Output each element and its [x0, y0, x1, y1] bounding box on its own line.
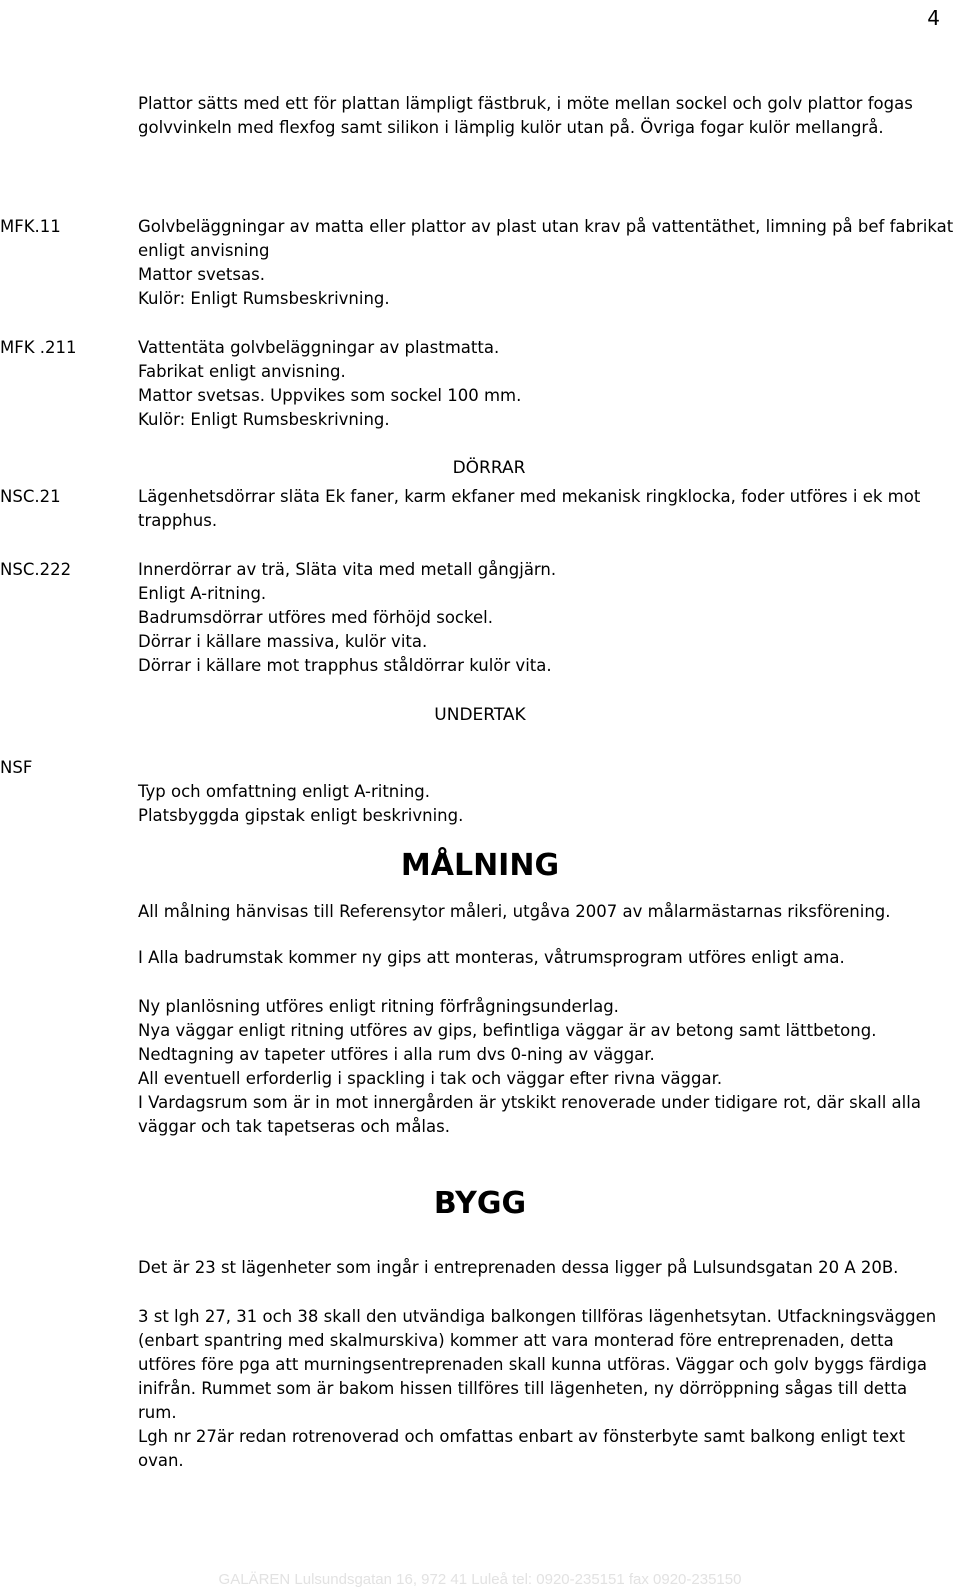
section-mfk211: [138, 336, 942, 432]
malning-list: [138, 995, 942, 1139]
text-line: Innerdörrar av trä, Släta vita med metall gångjärn.: [138, 560, 557, 579]
section-nsc222: [138, 558, 942, 678]
text-line: ovan.: [138, 1451, 184, 1470]
code-nsf: NSF: [0, 758, 33, 777]
text-line: Kulör: Enligt Rumsbeskrivning.: [138, 410, 390, 429]
text-line: Mattor svetsas. Uppvikes som sockel 100 mm.: [138, 386, 522, 405]
heading-undertak: UNDERTAK: [434, 705, 526, 725]
text-line: I Alla badrumstak kommer ny gips att monteras, våtrumsprogram utföres enligt ama.: [138, 948, 845, 967]
text-line: enligt anvisning: [138, 241, 270, 260]
text-line: Badrumsdörrar utföres med förhöjd sockel.: [138, 608, 493, 627]
section-mfk11: [138, 215, 954, 311]
text-line: Golvbeläggningar av matta eller plattor av plast utan krav på vattentäthet, limning på bef fabrikat: [138, 217, 954, 236]
text-line: Fabrikat enligt anvisning.: [138, 362, 346, 381]
page-footer: GALÄREN Lulsundsgatan 16, 972 41 Luleå tel: 0920-235151 fax 0920-235150: [218, 1571, 742, 1588]
text-line: inifrån. Rummet som är bakom hissen tillföres till lägenheten, ny dörröppning sågas till detta: [138, 1379, 908, 1398]
code-nsc222: NSC.222: [0, 560, 72, 579]
code-nsc21: NSC.21: [0, 487, 61, 506]
text-line: rum.: [138, 1403, 177, 1422]
heading-bygg: BYGG: [433, 1186, 527, 1221]
text-line: Mattor svetsas.: [138, 265, 265, 284]
text-line: utföres före pga att murningsentreprenaden skall kunna utföras. Väggar och golv byggs färdiga: [138, 1355, 928, 1374]
text-line: Det är 23 st lägenheter som ingår i entreprenaden dessa ligger på Lulsundsgatan 20 A 20B.: [138, 1258, 899, 1277]
text-line: trapphus.: [138, 511, 218, 530]
text-line: Dörrar i källare massiva, kulör vita.: [138, 632, 428, 651]
text-line: Plattor sätts med ett för plattan lämpligt fästbruk, i möte mellan sockel och golv plattor fogas: [138, 94, 913, 113]
malning-paragraph-2: [138, 946, 942, 970]
intro-paragraph: [138, 92, 942, 140]
text-line: väggar och tak tapetseras och målas.: [138, 1117, 450, 1136]
code-mfk11: MFK.11: [0, 217, 61, 236]
text-line: Typ och omfattning enligt A-ritning.: [138, 782, 431, 801]
text-line: Platsbyggda gipstak enligt beskrivning.: [138, 806, 464, 825]
section-nsf: [138, 780, 942, 828]
text-line: Kulör: Enligt Rumsbeskrivning.: [138, 289, 390, 308]
bygg-paragraph-2: [138, 1305, 942, 1473]
text-line: 3 st lgh 27, 31 och 38 skall den utvändiga balkongen tillföras lägenhetsytan. Utfackningsväggen: [138, 1307, 937, 1326]
text-line: All målning hänvisas till Referensytor måleri, utgåva 2007 av målarmästarnas riksförening.: [138, 902, 891, 921]
malning-paragraph-1: [138, 900, 942, 924]
page-number: 4: [927, 6, 940, 30]
section-nsc21: [138, 485, 942, 533]
text-line: Lägenhetsdörrar släta Ek faner, karm ekfaner med mekanisk ringklocka, foder utföres i ek mot: [138, 487, 921, 506]
text-line: Nya väggar enligt ritning utföres av gips, befintliga väggar är av betong samt lättbetong.: [138, 1021, 877, 1040]
text-line: Dörrar i källare mot trapphus ståldörrar kulör vita.: [138, 656, 552, 675]
text-line: Ny planlösning utföres enligt ritning förfrågningsunderlag.: [138, 997, 619, 1016]
bygg-paragraph-1: [138, 1256, 942, 1280]
text-line: (enbart spantring med skalmurskiva) kommer att vara monterad före entreprenaden, detta: [138, 1331, 894, 1350]
heading-malning: MÅLNING: [400, 848, 560, 883]
text-line: golvvinkeln med flexfog samt silikon i lämplig kulör utan på. Övriga fogar kulör mellangrå.: [138, 118, 884, 137]
text-line: I Vardagsrum som är in mot innergården är ytskikt renoverade under tidigare rot, där skall alla: [138, 1093, 921, 1112]
text-line: Lgh nr 27är redan rotrenoverad och omfattas enbart av fönsterbyte samt balkong enligt text: [138, 1427, 906, 1446]
text-line: Nedtagning av tapeter utföres i alla rum dvs 0-ning av väggar.: [138, 1045, 655, 1064]
heading-dorrar: DÖRRAR: [452, 458, 526, 478]
text-line: All eventuell erforderlig i spackling i tak och väggar efter rivna väggar.: [138, 1069, 723, 1088]
text-line: Vattentäta golvbeläggningar av plastmatta.: [138, 338, 500, 357]
code-mfk211: MFK .211: [0, 338, 77, 357]
text-line: Enligt A-ritning.: [138, 584, 267, 603]
